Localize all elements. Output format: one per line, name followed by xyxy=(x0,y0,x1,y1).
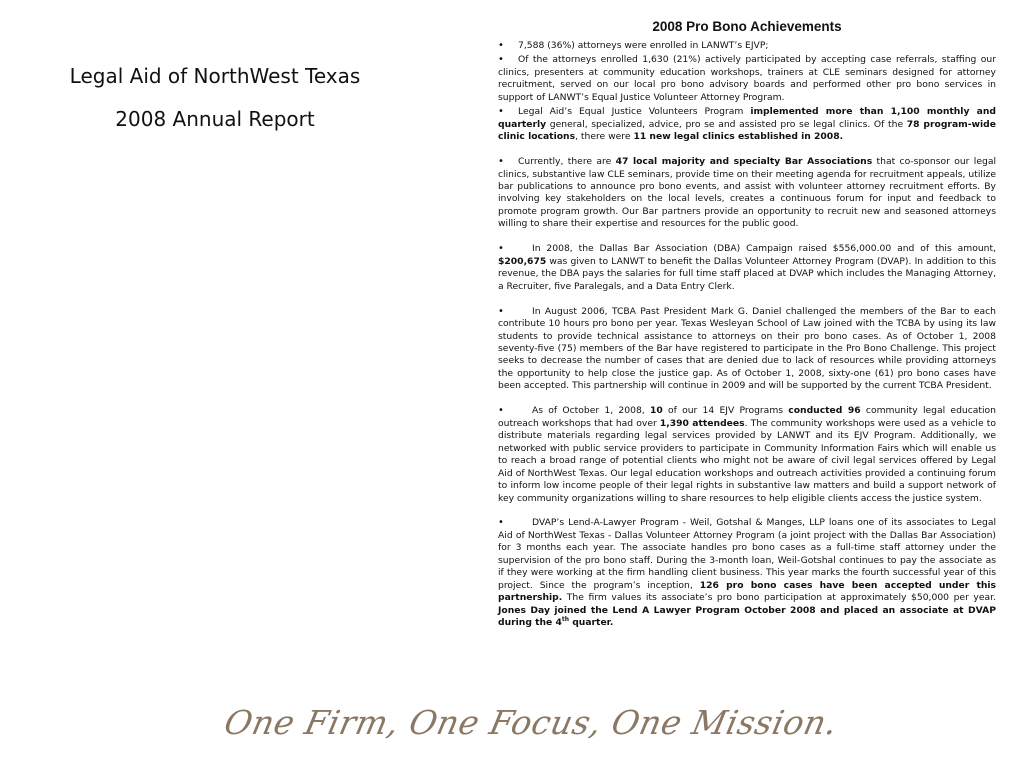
achievement-item: •In August 2006, TCBA Past President Mark G. Daniel challenged the members of the Bar to each contribute 10 hours pro bono per year. Texas Wesleyan School of Law joined with the TCBA by using its law students to provide technical assistance to attorneys on their pro bono cases. As of October 1, 2008 seventy-five (75) members of the Bar have registered to participate in the Pro Bono Challenge. This project seeks to decrease the number of cases that are denied due to lack of resources while providing attorneys the opportunity to help close the justice gap. As of October 1, 2008, sixty-one (61) pro bono cases have been accepted. This partnership will continue in 2009 and will be supported by the current TCBA President. xyxy=(498,306,996,393)
bullet-icon xyxy=(498,106,518,118)
bullet-icon xyxy=(498,306,532,318)
achievement-item: •Of the attorneys enrolled 1,630 (21%) actively participated by accepting case referrals, staffing our clinics, presenters at community education workshops, trainers at CLE seminars designed for attorney recruitment, served on our local pro bono advisory boards and performed other pro bono services in support of LANWT’s Equal Justice Volunteer Attorney Program. xyxy=(498,54,996,104)
bullet-icon xyxy=(498,54,518,66)
achievement-item: •Currently, there are 47 local majority and specialty Bar Associations that co-sponsor our legal clinics, substantive law CLE seminars, provide time on their meeting agenda for recruitment appeals, utilize bar publications to announce pro bono events, and assist with volunteer attorney recruitment efforts. By involving key stakeholders on the local levels, creates a continuous forum for input and feedback to promote program growth. Our Bar partners provide an opportunity to recruit new and seasoned attorneys willing to share their expertise and resources for the public good. xyxy=(498,156,996,231)
motto-script: One Firm, One Focus, One Mission. xyxy=(220,703,842,742)
bullet-icon xyxy=(498,405,532,417)
bullet-icon xyxy=(498,517,532,529)
report-year-title: 2008 Annual Report xyxy=(115,107,315,131)
achievement-item: •As of October 1, 2008, 10 of our 14 EJV Programs conducted 96 community legal education outreach workshops that had over 1,390 attendees. The community workshops were used as a vehicle to distribute materials regarding legal services provided by LANWT and its EJV Program. Additionally, we networked with public service providers to participate in Community Information Fairs which will enable us to reach a broad range of potential clients who might not be aware of civil legal services offered by Legal Aid of NorthWest Texas. Our legal education workshops and outreach activities provided a continuing forum to inform low income people of their legal rights in substantive law matters and build a support network of key community organizations willing to share resources to help eligible clients access the justice system. xyxy=(498,405,996,505)
achievements-heading: 2008 Pro Bono Achievements xyxy=(652,19,842,34)
achievement-item: •In 2008, the Dallas Bar Association (DBA) Campaign raised $556,000.00 and of this amount, $200,675 was given to LANWT to benefit the Dallas Volunteer Attorney Program (DVAP). In addition to this revenue, the DBA pays the salaries for full time staff placed at DVAP which includes the Managing Attorney, a Recruiter, five Paralegals, and a Data Entry Clerk. xyxy=(498,243,996,293)
bullet-icon xyxy=(498,40,518,52)
organization-title: Legal Aid of NorthWest Texas xyxy=(69,64,361,88)
achievement-item: •DVAP’s Lend-A-Lawyer Program - Weil, Gotshal & Manges, LLP loans one of its associates to Legal Aid of NorthWest Texas - Dallas Volunteer Attorney Program (a joint project with the Dallas Bar Association) for 3 months each year. The associate handles pro bono cases as a full-time staff attorney under the supervision of the pro bono staff. During the 3-month loan, Weil-Gotshal continues to pay the associate as if they were working at the firm handling client business. This year marks the fourth successful year of this project. Since the program’s inception, 126 pro bono cases have been accepted under this partnership. The firm values its associate’s pro bono participation at approximately $50,000 per year. Jones Day joined the Lend A Lawyer Program October 2008 and placed an associate at DVAP during the 4th quarter. xyxy=(498,517,996,629)
achievement-item: •7,588 (36%) attorneys were enrolled in LANWT’s EJVP; xyxy=(498,40,996,52)
bullet-icon xyxy=(498,243,532,255)
achievement-item: •Legal Aid’s Equal Justice Volunteers Program implemented more than 1,100 monthly and quarterly general, specialized, advice, pro se and assisted pro se legal clinics. Of the 78 program-wide clinic locations, there were 11 new legal clinics established in 2008. xyxy=(498,106,996,143)
bullet-icon xyxy=(498,156,518,168)
achievements-column xyxy=(498,18,996,630)
